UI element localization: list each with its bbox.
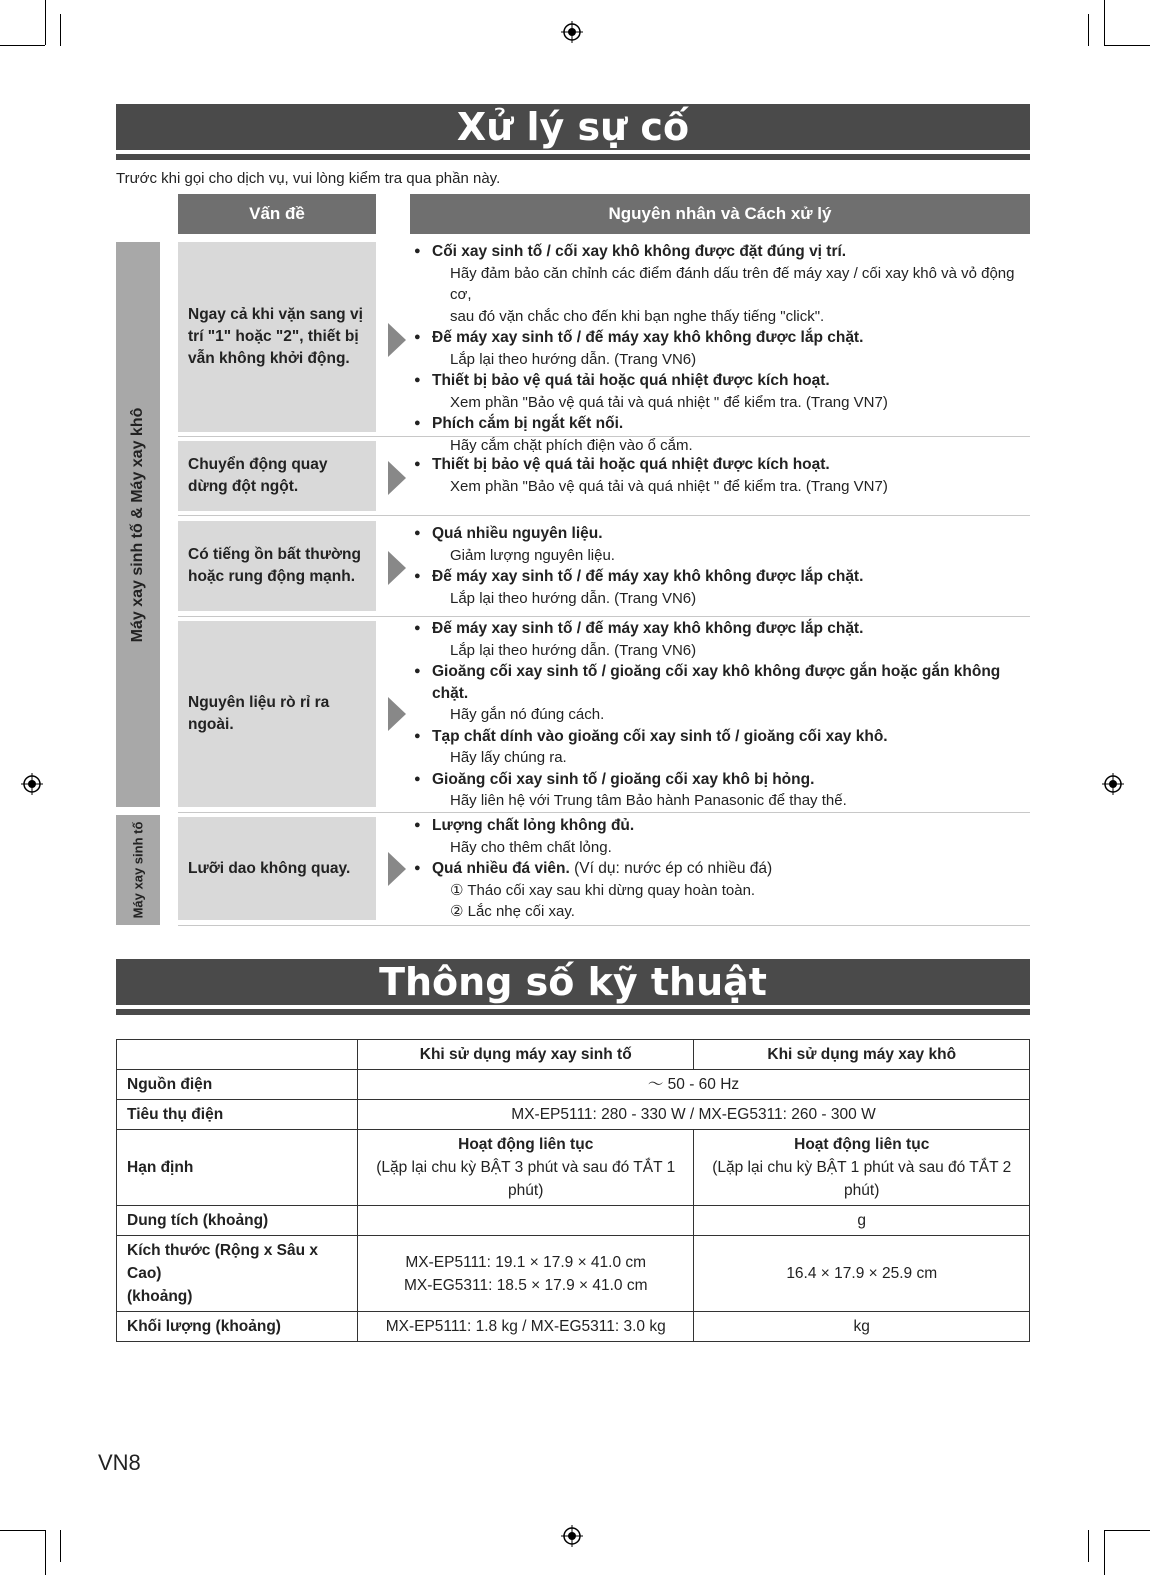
- problem-cell: Nguyên liệu rò rỉ ra ngoài.: [178, 621, 376, 807]
- row-label: Dung tích (khoảng): [117, 1206, 358, 1236]
- column-header-problem: Vấn đề: [178, 194, 376, 234]
- table-row: [117, 1070, 1030, 1100]
- table-row: [117, 1206, 1030, 1236]
- cause-title: ● Quá nhiều nguyên liệu.: [414, 523, 1030, 545]
- cell-line: (khoảng): [127, 1288, 193, 1305]
- row-divider: [178, 515, 1030, 516]
- cause-title: ● Gioăng cối xay sinh tố / gioăng cối xay khô không được gắn hoặc gắn không chặt.: [414, 661, 1030, 704]
- table-cell: 〜 50 - 60 Hz: [358, 1070, 1030, 1100]
- arrow-icon: [388, 697, 406, 731]
- cause-title: ● Đế máy xay sinh tố / đế máy xay khô không được lắp chặt.: [414, 327, 1030, 349]
- cause-detail: Hãy liên hệ với Trung tâm Bảo hành Panasonic để thay thế.: [450, 792, 847, 809]
- row-divider: [178, 616, 1030, 617]
- cause-detail: Hãy đảm bảo căn chỉnh các điểm đánh dấu trên đế máy xay / cối xay khô và vỏ động cơ,: [450, 264, 1015, 303]
- table-row: [117, 1236, 1030, 1312]
- row-label: Tiêu thụ điện: [117, 1100, 358, 1130]
- troubleshooting-title: Xử lý sự cố: [116, 104, 1030, 150]
- cause-detail: Xem phần "Bảo vệ quá tải và quá nhiệt " để kiểm tra. (Trang VN7): [450, 477, 888, 495]
- row-divider: [178, 436, 1030, 437]
- causes-cell: [414, 618, 1030, 812]
- arrow-icon: [388, 551, 406, 585]
- cause-title: ● Thiết bị bảo vệ quá tải hoặc quá nhiệt được kích hoạt.: [414, 370, 1030, 392]
- causes-cell: [414, 523, 1030, 609]
- cause-title: ● Tạp chất dính vào gioăng cối xay sinh tố / gioăng cối xay khô.: [414, 726, 1030, 748]
- cause-title: ● Lượng chất lỏng không đủ.: [414, 815, 1030, 837]
- table-cell: 16.4 × 17.9 × 25.9 cm: [694, 1236, 1030, 1312]
- causes-cell: [414, 454, 1030, 497]
- cell-line: Kích thước (Rộng x Sâu x Cao): [127, 1242, 319, 1282]
- table-cell: [117, 1040, 358, 1070]
- arrow-icon: [388, 852, 406, 886]
- cause-detail: Lắp lại theo hướng dẫn. (Trang VN6): [450, 350, 697, 368]
- cause-title: ● Quá nhiều đá viên. (Ví dụ: nước ép có nhiều đá): [414, 858, 1030, 880]
- causes-cell: [414, 815, 1030, 923]
- table-row: [117, 1040, 1030, 1070]
- cell-line: (Lặp lại chu kỳ BẬT 1 phút và sau đó TẮT 2 phút): [712, 1159, 1012, 1199]
- side-label-blender-mill: Máy xay sinh tố & Máy xay khô: [116, 242, 160, 807]
- cause-detail: Xem phần "Bảo vệ quá tải và quá nhiệt " để kiểm tra. (Trang VN7): [450, 393, 888, 411]
- cell-line: (Lặp lại chu kỳ BẬT 3 phút và sau đó TẮT 1 phút): [376, 1159, 676, 1199]
- cause-detail: Lắp lại theo hướng dẫn. (Trang VN6): [450, 589, 697, 607]
- cause-detail: Giảm lượng nguyên liệu.: [450, 546, 615, 564]
- problem-cell: Ngay cả khi vặn sang vị trí "1" hoặc "2", thiết bị vẫn không khởi động.: [178, 242, 376, 432]
- table-cell: [358, 1130, 694, 1206]
- registration-mark-icon: [561, 21, 583, 43]
- causes-cell: [414, 241, 1030, 456]
- cause-title: ● Đế máy xay sinh tố / đế máy xay khô không được lắp chặt.: [414, 566, 1030, 588]
- table-header-mill: Khi sử dụng máy xay khô: [694, 1040, 1030, 1070]
- column-header-cause: Nguyên nhân và Cách xử lý: [410, 194, 1030, 234]
- side-label-blender: Máy xay sinh tố: [116, 815, 160, 925]
- cell-line: MX-EP5111: 19.1 × 17.9 × 41.0 cm: [405, 1253, 647, 1271]
- title-rule: [116, 154, 1030, 160]
- problem-cell: Chuyển động quay dừng đột ngột.: [178, 441, 376, 511]
- cause-detail: Hãy lấy chúng ra.: [450, 749, 567, 766]
- table-cell: g: [694, 1206, 1030, 1236]
- row-divider: [178, 812, 1030, 813]
- cause-detail: Hãy gắn nó đúng cách.: [450, 706, 605, 723]
- cause-detail: ② Lắc nhẹ cối xay.: [450, 903, 575, 920]
- table-header-blender: Khi sử dụng máy xay sinh tố: [358, 1040, 694, 1070]
- cause-title: ● Đế máy xay sinh tố / đế máy xay khô không được lắp chặt.: [414, 618, 1030, 640]
- cause-detail: Hãy cắm chặt phích điện vào ổ cắm.: [450, 436, 693, 454]
- table-cell: kg: [694, 1312, 1030, 1342]
- table-cell: MX-EP5111: 1.8 kg / MX-EG5311: 3.0 kg: [358, 1312, 694, 1342]
- cell-line: MX-EG5311: 18.5 × 17.9 × 41.0 cm: [403, 1276, 648, 1294]
- intro-text: Trước khi gọi cho dịch vụ, vui lòng kiểm tra qua phần này.: [116, 170, 501, 187]
- specs-title: Thông số kỹ thuật: [116, 959, 1030, 1005]
- problem-cell: Lưỡi dao không quay.: [178, 817, 376, 920]
- cause-title: ● Thiết bị bảo vệ quá tải hoặc quá nhiệt được kích hoạt.: [414, 454, 1030, 476]
- registration-mark-icon: [1102, 773, 1124, 795]
- row-label: Khối lượng (khoảng): [117, 1312, 358, 1342]
- cause-title: ● Phích cắm bị ngắt kết nối.: [414, 413, 1030, 435]
- table-cell: MX-EP5111: 280 - 330 W / MX-EG5311: 260 - 300 W: [358, 1100, 1030, 1130]
- arrow-icon: [388, 461, 406, 495]
- cause-detail: Lắp lại theo hướng dẫn. (Trang VN6): [450, 641, 697, 659]
- table-cell: [694, 1130, 1030, 1206]
- arrow-icon: [388, 323, 406, 357]
- row-label: Hạn định: [117, 1130, 358, 1206]
- table-cell: [358, 1206, 694, 1236]
- table-row: [117, 1130, 1030, 1206]
- problem-cell: Có tiếng ồn bất thường hoặc rung động mạnh.: [178, 521, 376, 611]
- cause-title: ● Cối xay sinh tố / cối xay khô không được đặt đúng vị trí.: [414, 241, 1030, 263]
- cause-title: ● Gioăng cối xay sinh tố / gioăng cối xay khô bị hỏng.: [414, 769, 1030, 791]
- table-cell: [358, 1236, 694, 1312]
- row-label: [117, 1236, 358, 1312]
- cause-title-extra: (Ví dụ: nước ép có nhiều đá): [569, 860, 773, 877]
- title-rule: [116, 1009, 1030, 1015]
- row-divider: [178, 925, 1030, 926]
- row-label: Nguồn điện: [117, 1070, 358, 1100]
- table-row: [117, 1312, 1030, 1342]
- table-row: [117, 1100, 1030, 1130]
- page-number: VN8: [98, 1450, 141, 1475]
- spec-table: [116, 1039, 1030, 1342]
- cause-detail: Hãy cho thêm chất lỏng.: [450, 838, 612, 856]
- cell-line: Hoạt động liên tục: [794, 1136, 930, 1153]
- registration-mark-icon: [21, 773, 43, 795]
- cell-line: Hoạt động liên tục: [458, 1136, 594, 1153]
- cause-detail: sau đó vặn chắc cho đến khi bạn nghe thấy tiếng "click".: [450, 307, 825, 325]
- cause-detail: ① Tháo cối xay sau khi dừng quay hoàn toàn.: [450, 881, 756, 899]
- registration-mark-icon: [561, 1525, 583, 1547]
